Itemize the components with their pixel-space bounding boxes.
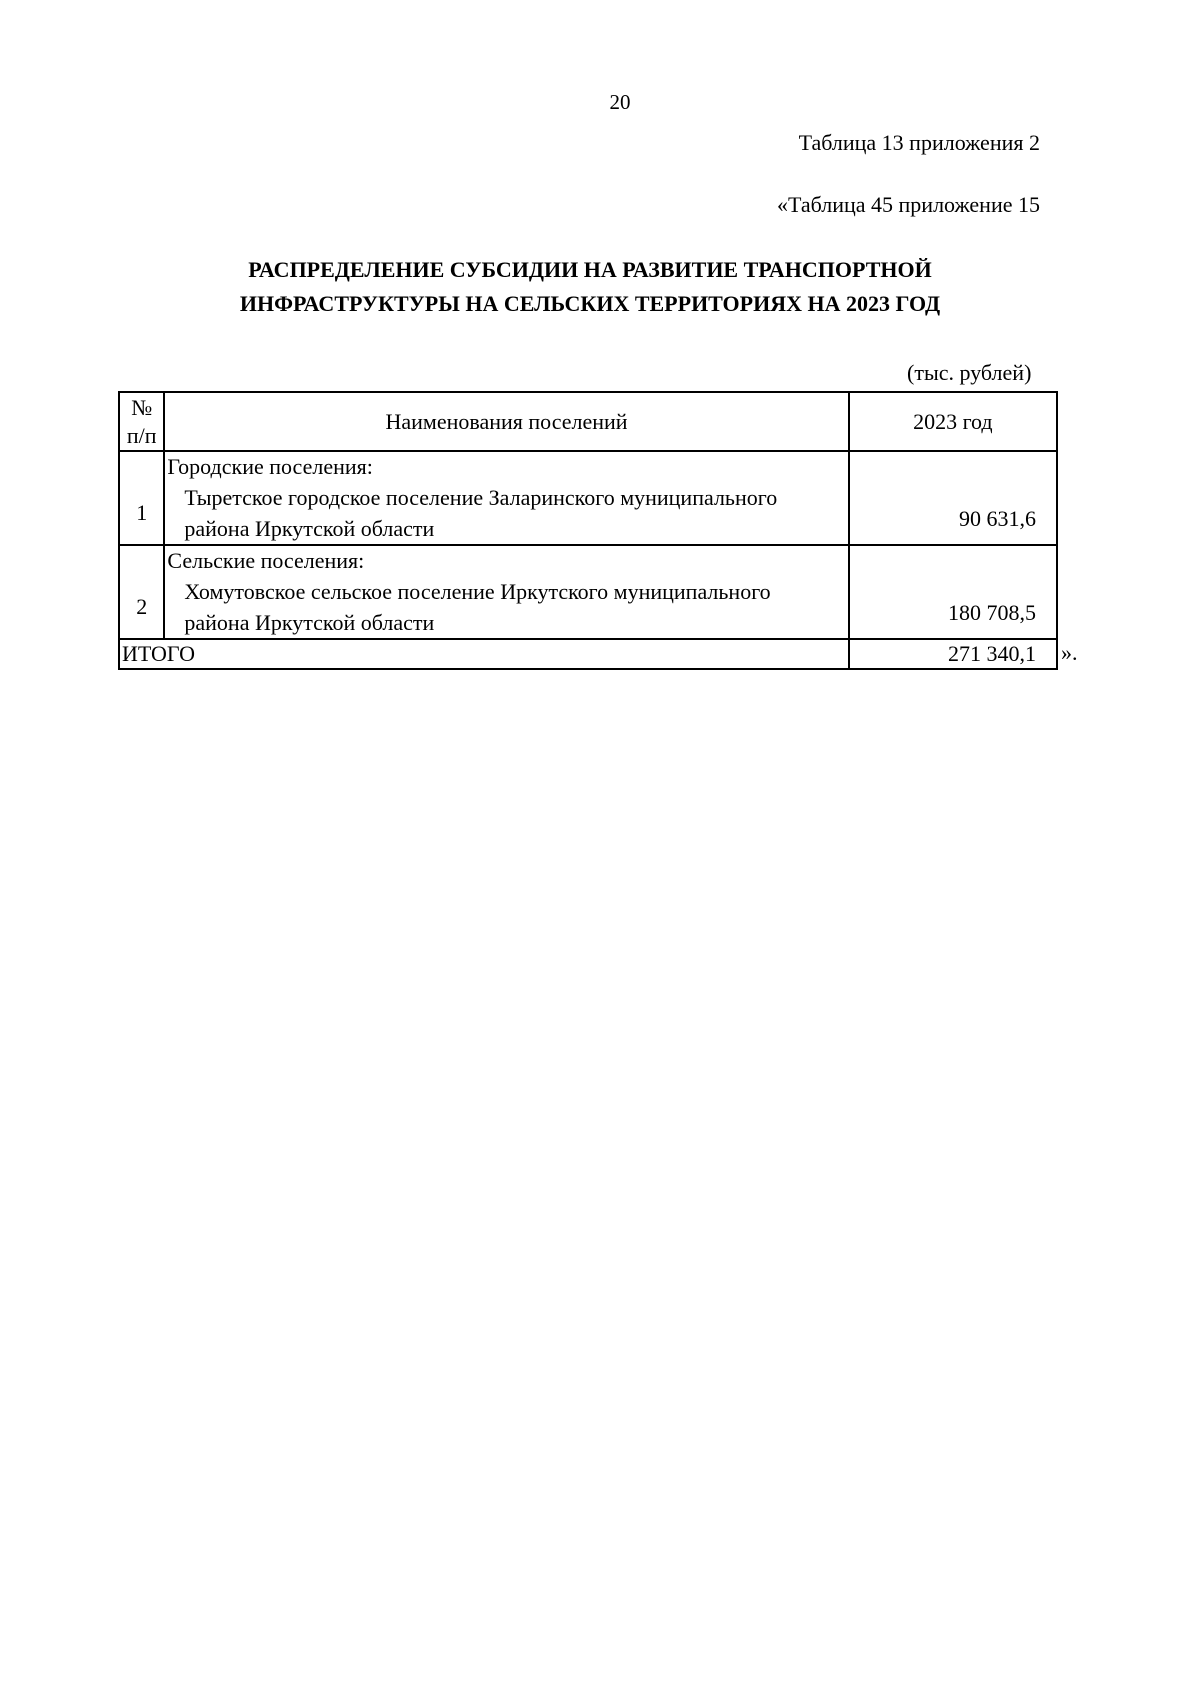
settlement-name-line-1: Тыретское городское поселение Заларинского муниципального	[184, 485, 778, 510]
total-value: 271 340,1	[849, 639, 1057, 669]
appendix-reference: Таблица 13 приложения 2	[798, 130, 1040, 155]
title-line-1: РАСПРЕДЕЛЕНИЕ СУБСИДИИ НА РАЗВИТИЕ ТРАНСПОРТНОЙ	[248, 257, 932, 282]
closing-quote-mark: ».	[1061, 640, 1078, 665]
total-label: ИТОГО	[119, 639, 849, 669]
table-row	[119, 451, 1057, 545]
title-line-2: ИНФРАСТРУКТУРЫ НА СЕЛЬСКИХ ТЕРРИТОРИЯХ НА 2023 ГОД	[239, 291, 941, 316]
settlement-name-line-2: района Иркутской области	[184, 516, 435, 541]
row-value: 90 631,6	[849, 451, 1057, 545]
settlement-name-line-2: района Иркутской области	[184, 610, 435, 635]
row-name-cell	[164, 545, 848, 639]
group-label: Сельские поселения:	[167, 548, 365, 573]
header-num-symbol: №	[131, 394, 153, 420]
header-num	[119, 392, 164, 451]
row-name-cell	[164, 451, 848, 545]
group-label: Городские поселения:	[167, 454, 373, 479]
table-reference: «Таблица 45 приложение 15	[776, 192, 1040, 217]
row-value: 180 708,5	[849, 545, 1057, 639]
document-title	[140, 253, 1040, 321]
total-row	[119, 639, 1057, 669]
table-row	[119, 545, 1057, 639]
header-name: Наименования поселений	[164, 392, 848, 451]
subsidy-table	[118, 391, 1058, 670]
page-number: 20	[609, 90, 631, 114]
settlement-name-line-1: Хомутовское сельское поселение Иркутского муниципального	[184, 579, 771, 604]
row-num: 1	[119, 451, 164, 545]
row-num: 2	[119, 545, 164, 639]
header-year: 2023 год	[849, 392, 1057, 451]
units-label: (тыс. рублей)	[907, 360, 1032, 385]
header-num-abbr: п/п	[126, 422, 157, 448]
table-header-row	[119, 392, 1057, 451]
